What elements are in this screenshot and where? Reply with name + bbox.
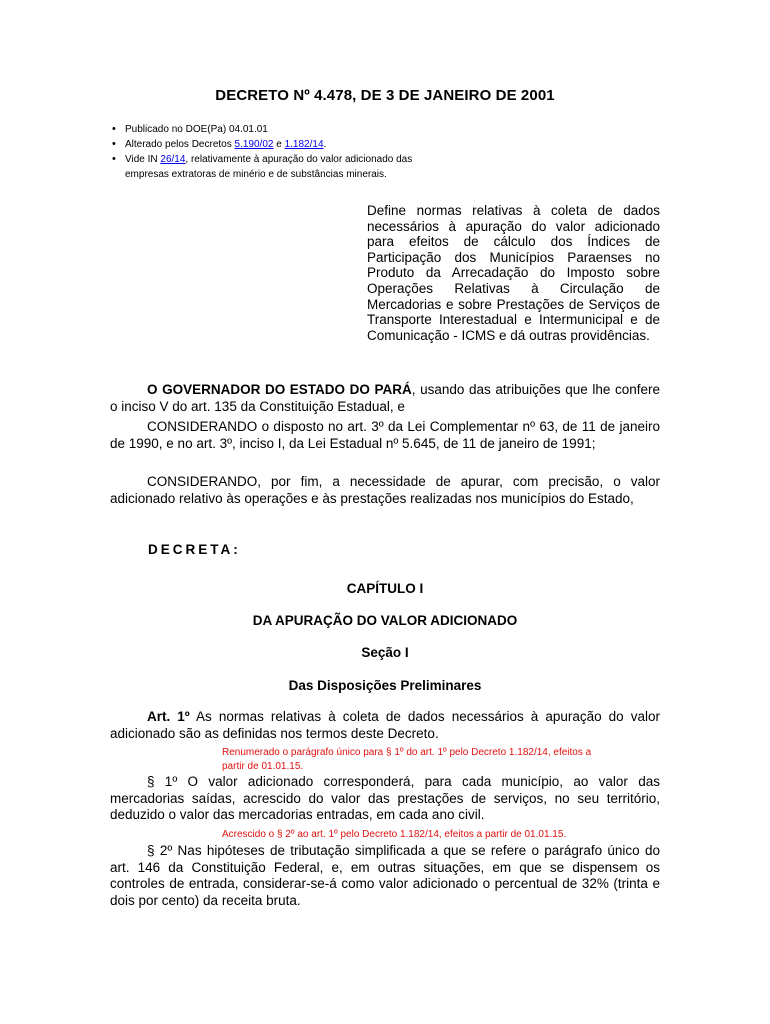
altered-suffix: . [323,139,327,150]
vide-prefix: Vide IN [125,154,161,165]
list-item-vide [112,152,482,182]
amendment-note-2: Acrescido o § 2º ao art. 1º pelo Decreto 1.182/14, efeitos a partir de 01.01.15. [222,829,567,840]
vide-suffix: , relativamente à apuração do valor adicionado das [185,154,413,165]
list-item-published [112,122,482,137]
publication-notes-list [112,122,482,182]
paragraph-2: § 2º Nas hipóteses de tributação simplificada a que se refere o parágrafo único do art. 146 da Constituição Federal, e, em outras situações, em que se dispensem os controles de entrada, considerar-se-á como valor adicionado o percentual de 32% (trinta e dois por cento) da receita bruta. [110,843,660,908]
vide-line2: empresas extratoras de minério e de substâncias minerais. [125,169,387,180]
amendment-note-1 [222,746,662,774]
governor-paragraph [110,382,660,415]
ementa-summary: Define normas relativas à coleta de dados necessários à apuração do valor adicionado para efeitos de cálculo dos Índices de Participação dos Municípios Paraenses no Produto da Arrecadação do Imposto sobre Operações Relativas à Circulação de Mercadorias e sobre Prestações de Serviços de Transporte Interestadual e Intermunicipal e de Comunicação - ICMS e dá outras providências. [367,203,660,343]
article-1-label: Art. 1º [147,709,190,724]
amendment-note-1-line1: Renumerado o parágrafo único para § 1º do art. 1º pelo Decreto 1.182/14, efeitos a [222,747,592,758]
article-1 [110,709,660,742]
section-heading: Seção I [361,645,409,660]
published-text: Publicado no DOE(Pa) 04.01.01 [125,124,268,135]
altered-prefix: Alterado pelos Decretos [125,139,235,150]
considerando-2: CONSIDERANDO, por fim, a necessidade de apurar, com precisão, o valor adicionado relativo às operações e às prestações realizadas nos municípios do Estado, [110,474,660,506]
decree-title: DECRETO Nº 4.478, DE 3 DE JANEIRO DE 2001 [215,87,555,104]
considerando-1: CONSIDERANDO o disposto no art. 3º da Lei Complementar nº 63, de 11 de janeiro de 1990, e no art. 3º, inciso I, da Lei Estadual nº 5.645, de 11 de janeiro de 1991; [110,419,660,451]
paragraph-1: § 1º O valor adicionado corresponderá, para cada município, ao valor das mercadorias saídas, acrescido do valor das prestações de serviços, no seu território, deduzido o valor das mercadorias entradas, em cada ano civil. [110,774,660,822]
section-title: Das Disposições Preliminares [288,678,482,693]
altered-mid: e [273,139,285,150]
governor-text: , usando das atribuições que lhe confere o inciso V do art. 135 da Constituição Estadual, e [110,382,660,414]
decreta-heading: DECRETA: [148,542,241,557]
amendment-note-1-line2: partir de 01.01.15. [222,761,304,772]
chapter-heading: CAPÍTULO I [346,581,424,596]
list-item-altered [112,137,482,152]
decree-5190-link[interactable]: 5.190/02 [234,139,274,150]
chapter-title: DA APURAÇÃO DO VALOR ADICIONADO [252,613,518,628]
decree-1182-link[interactable]: 1.182/14 [284,139,324,150]
article-1-text: As normas relativas à coleta de dados necessários à apuração do valor adicionado são as definidas nos termos deste Decreto. [110,709,660,741]
governor-label: O GOVERNADOR DO ESTADO DO PARÁ [147,382,412,397]
in-2614-link[interactable]: 26/14 [160,154,186,165]
